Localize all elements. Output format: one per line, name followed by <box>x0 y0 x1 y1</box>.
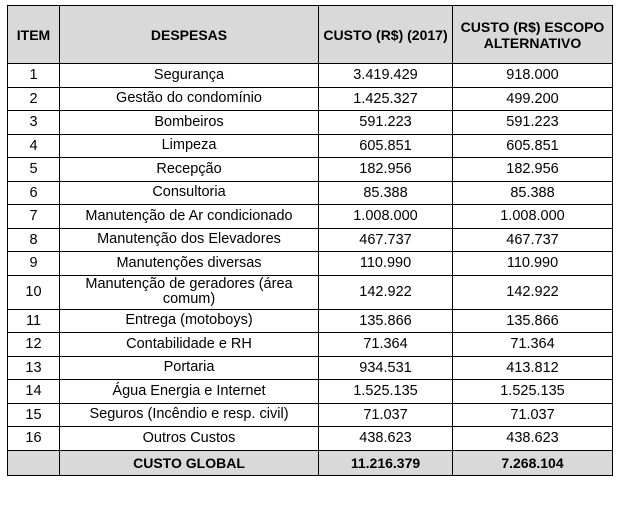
cell-custo-alternativo: 591.223 <box>453 111 613 135</box>
cell-despesa: Manutenção de Ar condicionado <box>60 205 319 229</box>
cell-custo-2017: 591.223 <box>319 111 453 135</box>
cell-custo-2017: 467.737 <box>319 228 453 252</box>
cell-custo-alternativo: 438.623 <box>453 427 613 451</box>
cell-custo-alternativo: 1.525.135 <box>453 380 613 404</box>
cell-custo-alternativo: 71.364 <box>453 333 613 357</box>
cell-item: 6 <box>8 181 60 205</box>
cell-item: 4 <box>8 134 60 158</box>
cell-custo-alternativo: 605.851 <box>453 134 613 158</box>
table-row <box>8 228 613 252</box>
cell-custo-alternativo: 135.866 <box>453 309 613 333</box>
cell-despesa: Portaria <box>60 356 319 380</box>
cell-custo-2017: 85.388 <box>319 181 453 205</box>
cell-custo-2017: 1.425.327 <box>319 87 453 111</box>
cell-despesa: Recepção <box>60 158 319 182</box>
cell-custo-2017: 934.531 <box>319 356 453 380</box>
total-custo-alternativo: 7.268.104 <box>453 450 613 475</box>
cell-custo-2017: 142.922 <box>319 275 453 309</box>
cell-item: 8 <box>8 228 60 252</box>
cell-custo-2017: 110.990 <box>319 252 453 276</box>
cell-despesa: Gestão do condomínio <box>60 87 319 111</box>
cell-custo-alternativo: 182.956 <box>453 158 613 182</box>
cell-item: 2 <box>8 87 60 111</box>
cell-custo-2017: 71.037 <box>319 403 453 427</box>
header-item: ITEM <box>8 6 60 64</box>
cell-custo-alternativo: 413.812 <box>453 356 613 380</box>
cost-table-container <box>7 5 613 476</box>
table-row <box>8 380 613 404</box>
cell-despesa: Entrega (motoboys) <box>60 309 319 333</box>
cell-item: 16 <box>8 427 60 451</box>
cell-custo-alternativo: 918.000 <box>453 64 613 88</box>
cell-item: 3 <box>8 111 60 135</box>
cell-item: 1 <box>8 64 60 88</box>
header-row <box>8 6 613 64</box>
cell-item: 7 <box>8 205 60 229</box>
cell-custo-2017: 3.419.429 <box>319 64 453 88</box>
table-row <box>8 87 613 111</box>
cell-custo-2017: 1.525.135 <box>319 380 453 404</box>
cell-despesa: Água Energia e Internet <box>60 380 319 404</box>
table-row <box>8 309 613 333</box>
cell-custo-2017: 182.956 <box>319 158 453 182</box>
table-row <box>8 111 613 135</box>
cell-despesa: Segurança <box>60 64 319 88</box>
table-row <box>8 333 613 357</box>
cell-custo-alternativo: 85.388 <box>453 181 613 205</box>
cell-custo-alternativo: 142.922 <box>453 275 613 309</box>
table-row <box>8 427 613 451</box>
table-row <box>8 205 613 229</box>
cell-item: 11 <box>8 309 60 333</box>
cost-table <box>7 5 613 476</box>
cell-despesa: Contabilidade e RH <box>60 333 319 357</box>
header-custo-2017: CUSTO (R$) (2017) <box>319 6 453 64</box>
cell-despesa: Manutenção de geradores (área comum) <box>60 275 319 309</box>
cell-custo-alternativo: 71.037 <box>453 403 613 427</box>
cell-despesa: Manutenção dos Elevadores <box>60 228 319 252</box>
cell-item: 15 <box>8 403 60 427</box>
cell-item: 9 <box>8 252 60 276</box>
cell-item: 14 <box>8 380 60 404</box>
table-row <box>8 356 613 380</box>
table-row <box>8 134 613 158</box>
cell-custo-2017: 71.364 <box>319 333 453 357</box>
cell-custo-alternativo: 110.990 <box>453 252 613 276</box>
cell-despesa: Consultoria <box>60 181 319 205</box>
cell-despesa: Manutenções diversas <box>60 252 319 276</box>
total-item-empty <box>8 450 60 475</box>
cell-despesa: Bombeiros <box>60 111 319 135</box>
total-custo-2017: 11.216.379 <box>319 450 453 475</box>
table-row <box>8 181 613 205</box>
cell-item: 12 <box>8 333 60 357</box>
cell-despesa: Limpeza <box>60 134 319 158</box>
cell-despesa: Outros Custos <box>60 427 319 451</box>
cell-custo-alternativo: 499.200 <box>453 87 613 111</box>
table-row <box>8 158 613 182</box>
cell-item: 10 <box>8 275 60 309</box>
cell-item: 13 <box>8 356 60 380</box>
cell-item: 5 <box>8 158 60 182</box>
table-row <box>8 403 613 427</box>
cell-custo-2017: 438.623 <box>319 427 453 451</box>
cell-despesa: Seguros (Incêndio e resp. civil) <box>60 403 319 427</box>
table-row <box>8 252 613 276</box>
cell-custo-2017: 605.851 <box>319 134 453 158</box>
header-despesas: DESPESAS <box>60 6 319 64</box>
cell-custo-alternativo: 467.737 <box>453 228 613 252</box>
cell-custo-alternativo: 1.008.000 <box>453 205 613 229</box>
cell-custo-2017: 1.008.000 <box>319 205 453 229</box>
total-row <box>8 450 613 475</box>
total-label: CUSTO GLOBAL <box>60 450 319 475</box>
table-row <box>8 275 613 309</box>
header-custo-alternativo: CUSTO (R$) ESCOPO ALTERNATIVO <box>453 6 613 64</box>
cell-custo-2017: 135.866 <box>319 309 453 333</box>
table-row <box>8 64 613 88</box>
